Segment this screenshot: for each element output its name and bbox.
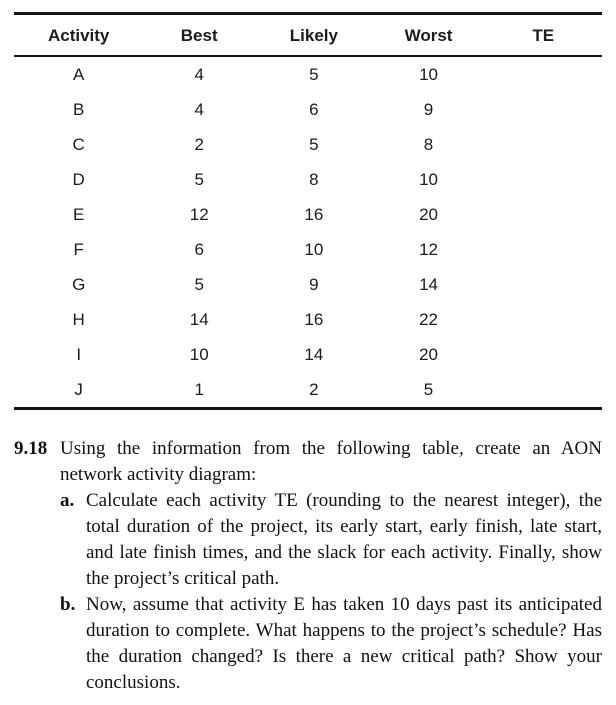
cell-te: [484, 92, 602, 127]
table-row: [14, 372, 602, 409]
table-row: [14, 162, 602, 197]
cell-best: 6: [194, 239, 204, 259]
cell-best: 4: [194, 64, 204, 84]
cell-likely: 2: [309, 379, 319, 399]
cell-worst: 10: [419, 64, 438, 84]
cell-activity: B: [73, 99, 85, 119]
cell-best: 5: [194, 274, 204, 294]
cell-likely: 6: [309, 99, 319, 119]
cell-likely: 5: [309, 64, 319, 84]
cell-te: [484, 127, 602, 162]
cell-best: 5: [194, 169, 204, 189]
table-row: [14, 197, 602, 232]
cell-activity: F: [73, 239, 84, 259]
cell-likely: 10: [304, 239, 324, 259]
table-row: [14, 267, 602, 302]
column-header-best: Best: [143, 14, 255, 57]
cell-te: [484, 267, 602, 302]
cell-te: [484, 162, 602, 197]
column-header-likely: Likely: [255, 14, 373, 57]
column-header-activity: Activity: [14, 14, 143, 57]
problem-statement: [14, 436, 602, 696]
cell-te: [484, 232, 602, 267]
cell-activity: G: [72, 274, 86, 294]
table-row: [14, 56, 602, 92]
cell-worst: 10: [419, 169, 438, 189]
problem-item-a: [60, 488, 602, 592]
cell-best: 4: [194, 99, 204, 119]
cell-likely: 5: [309, 134, 319, 154]
cell-best: 14: [189, 309, 209, 329]
cell-worst: 9: [423, 99, 434, 119]
cell-activity: D: [72, 169, 85, 189]
cell-worst: 12: [419, 239, 438, 259]
cell-worst: 14: [419, 274, 438, 294]
cell-activity: A: [73, 64, 85, 84]
item-b-label: b.: [60, 594, 76, 615]
cell-activity: J: [74, 379, 83, 399]
table-header-row: [14, 14, 602, 57]
cell-best: 2: [194, 134, 204, 154]
table-row: [14, 302, 602, 337]
cell-likely: 9: [309, 274, 319, 294]
problem-number: 9.18: [14, 438, 48, 459]
table-row: [14, 92, 602, 127]
problem-head: [14, 436, 602, 488]
cell-likely: 8: [309, 169, 319, 189]
problem-item-b: [60, 592, 602, 696]
item-b-text: Now, assume that activity E has taken 10 days past its anticipated duration to complete. What happens to the project’s schedule? Has the duration changed? Is there a new critical path? Show your conclusions.: [86, 594, 602, 693]
table-row: [14, 127, 602, 162]
cell-worst: 22: [419, 309, 438, 329]
cell-activity: H: [72, 309, 85, 329]
table-row: [14, 337, 602, 372]
cell-te: [484, 372, 602, 409]
cell-likely: 14: [304, 344, 324, 364]
item-a-label: a.: [60, 490, 75, 511]
cell-te: [484, 56, 602, 92]
cell-likely: 16: [304, 204, 324, 224]
cell-te: [484, 302, 602, 337]
item-a-text: Calculate each activity TE (rounding to the nearest integer), the total duration of the project, its early start, early finish, late start, and late finish times, and the slack for each activity. Finally, show the project’s critical path.: [86, 490, 602, 589]
cell-worst: 8: [423, 134, 434, 154]
cell-te: [484, 337, 602, 372]
problem-intro: Using the information from the following table, create an AON network activity diagram:: [60, 438, 602, 485]
activity-estimates-table: [14, 12, 602, 410]
column-header-worst: Worst: [373, 14, 485, 57]
cell-best: 12: [189, 204, 209, 224]
cell-worst: 20: [419, 204, 438, 224]
cell-activity: C: [72, 134, 85, 154]
cell-likely: 16: [304, 309, 324, 329]
cell-activity: E: [73, 204, 85, 224]
problem-items: [60, 488, 602, 696]
cell-te: [484, 197, 602, 232]
cell-worst: 5: [423, 379, 434, 399]
table-row: [14, 232, 602, 267]
cell-worst: 20: [419, 344, 438, 364]
cell-best: 1: [194, 379, 204, 399]
column-header-te: TE: [484, 14, 602, 57]
cell-best: 10: [189, 344, 209, 364]
cell-activity: I: [76, 344, 82, 364]
